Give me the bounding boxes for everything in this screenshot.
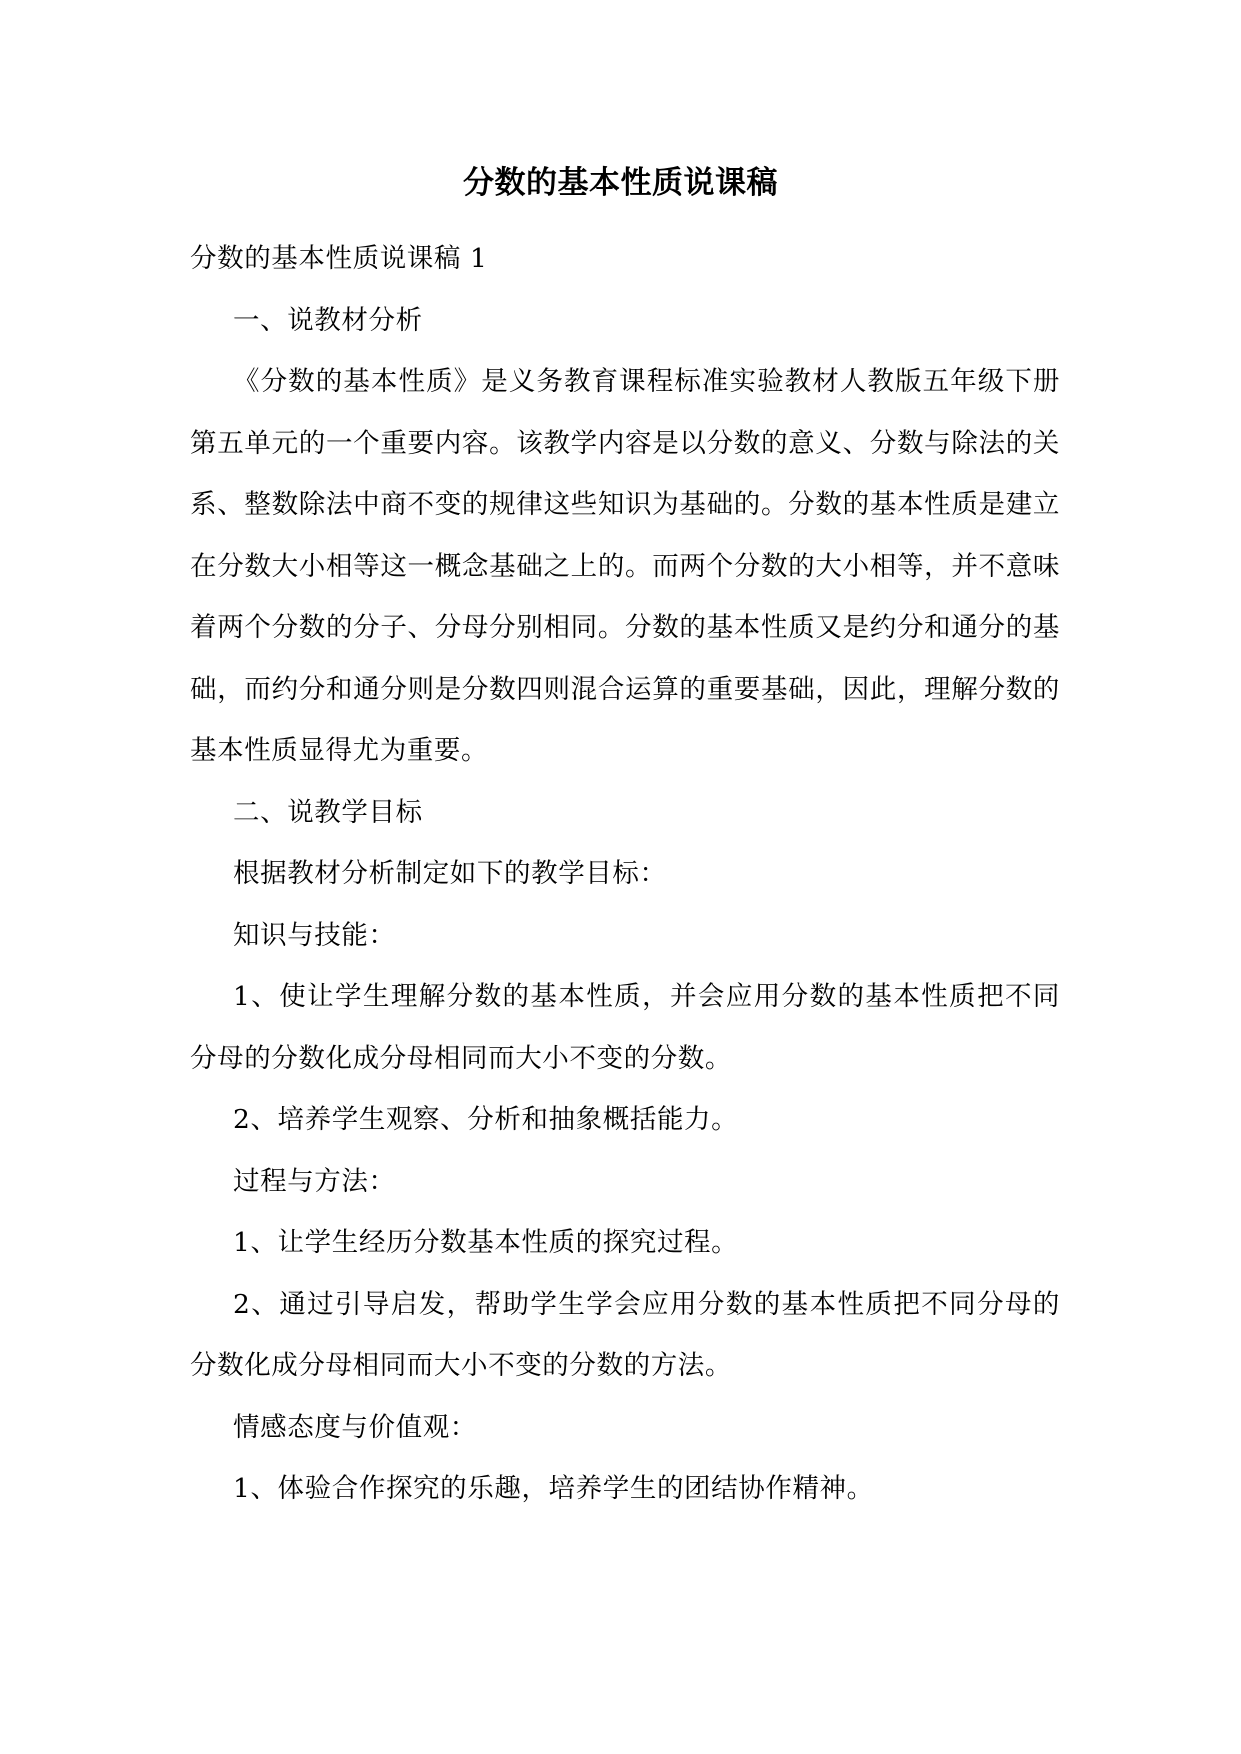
list-item: 2、通过引导启发，帮助学生学会应用分数的基本性质把不同分母的分数化成分母相同而大小不变的分数的方法。	[190, 1288, 1060, 1381]
subheading: 情感态度与价值观：	[233, 1411, 477, 1443]
list-item: 1、让学生经历分数基本性质的探究过程。	[233, 1227, 739, 1258]
section-heading: 一、说教材分析	[233, 304, 423, 336]
paragraph: 《分数的基本性质》是义务教育课程标准实验教材人教版五年级下册第五单元的一个重要内容。该教学内容是以分数的意义、分数与除法的关系、整数除法中商不变的规律这些知识为基础的。分数的基本性质是建立在分数大小相等这一概念基础之上的。而两个分数的大小相等，并不意味着两个分数的分子、分母分别相同。分数的基本性质又是约分和通分的基础，而约分和通分则是分数四则混合运算的重要基础，因此，理解分数的基本性质显得尤为重要。	[190, 366, 1060, 766]
document-title: 分数的基本性质说课稿	[463, 165, 778, 201]
subheading: 知识与技能：	[233, 919, 396, 951]
subheading: 过程与方法：	[233, 1165, 396, 1197]
paragraph: 分数的基本性质说课稿 1	[190, 243, 488, 274]
list-item: 1、体验合作探究的乐趣，培养学生的团结协作精神。	[233, 1473, 874, 1504]
section-heading: 二、说教学目标	[233, 796, 423, 828]
document-body	[190, 228, 1060, 1520]
list-item: 1、使让学生理解分数的基本性质，并会应用分数的基本性质把不同分母的分数化成分母相同而大小不变的分数。	[190, 981, 1060, 1074]
list-item: 2、培养学生观察、分析和抽象概括能力。	[233, 1104, 739, 1135]
paragraph: 根据教材分析制定如下的教学目标：	[233, 858, 667, 889]
